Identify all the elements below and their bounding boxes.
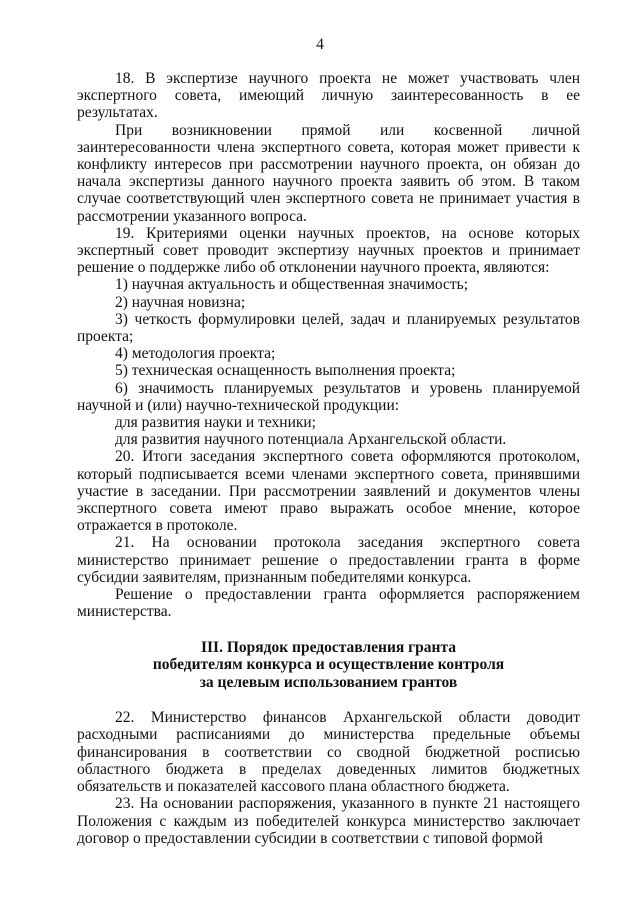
paragraph-21: 21. На основании протокола заседания экспертного совета министерство принимает решение о предоставлении гранта в форме субсидии заявителям, признанным победителями конкурса. (77, 534, 580, 586)
paragraph-19: 19. Критериями оценки научных проектов, на основе которых экспертный совет проводит экспертизу научных проектов и принимает решение о поддержке либо об отклонении научного проекта, являются: (77, 224, 580, 277)
paragraph-23: 23. На основании распоряжения, указанного в пункте 21 настоящего Положения с каждым из победителей конкурса министерство заключает договор о предоставлении субсидии в соответствии с типовой формой (77, 795, 580, 847)
criterion-1: 1) научная актуальность и общественная значимость; (115, 276, 469, 294)
page-number: 4 (316, 36, 324, 53)
criterion-6-item-science: для развития науки и техники; (115, 414, 316, 432)
criterion-6-item-region: для развития научного потенциала Архангельской области. (115, 431, 507, 449)
criterion-4: 4) методология проекта; (115, 345, 276, 363)
paragraph-20: 20. Итоги заседания экспертного совета оформляются протоколом, который подписывается всеми членами экспертного совета, принявшими участие в заседании. При рассмотрении заявлений и документов члены экспертного совета имеют право выражать особое мнение, которое отражается в протоколе. (77, 448, 580, 535)
criterion-5: 5) техническая оснащенность выполнения проекта; (115, 362, 456, 380)
document-body (77, 70, 580, 847)
criterion-3: 3) четкость формулировки целей, задач и планируемых результатов проекта; (77, 310, 580, 346)
section-heading-line-2: победителям конкурса и осуществление контроля (152, 656, 505, 674)
criterion-2: 2) научная новизна; (115, 293, 246, 311)
paragraph-decision: Решение о предоставлении гранта оформляется распоряжением министерства. (77, 586, 580, 621)
section-heading-line-3: за целевым использованием грантов (199, 673, 458, 691)
section-heading-line-1: III. Порядок предоставления гранта (200, 638, 457, 656)
paragraph-22: 22. Министерство финансов Архангельской области доводит расходными расписаниями до министерства предельные объемы финансирования в соответствии со сводной бюджетной росписью областного бюджета в пределах доведенных лимитов бюджетных обязательств и показателей кассового плана областного бюджета. (77, 709, 580, 796)
section-heading (77, 639, 580, 692)
paragraph-18: 18. В экспертизе научного проекта не может участвовать член экспертного совета, имеющий личную заинтересованность в ее результатах. (77, 70, 580, 122)
criterion-6: 6) значимость планируемых результатов и уровень планируемой научной и (или) научно-технической продукции: (77, 379, 580, 414)
paragraph-conflict-of-interest: При возникновении прямой или косвенной личной заинтересованности члена экспертного совета, которая может привести к конфликту интересов при рассмотрении научного проекта, он обязан до начала экспертизы данного научного проекта заявить об этом. В таком случае соответствующий член экспертного совета не принимает участия в рассмотрении указанного вопроса. (77, 121, 580, 225)
